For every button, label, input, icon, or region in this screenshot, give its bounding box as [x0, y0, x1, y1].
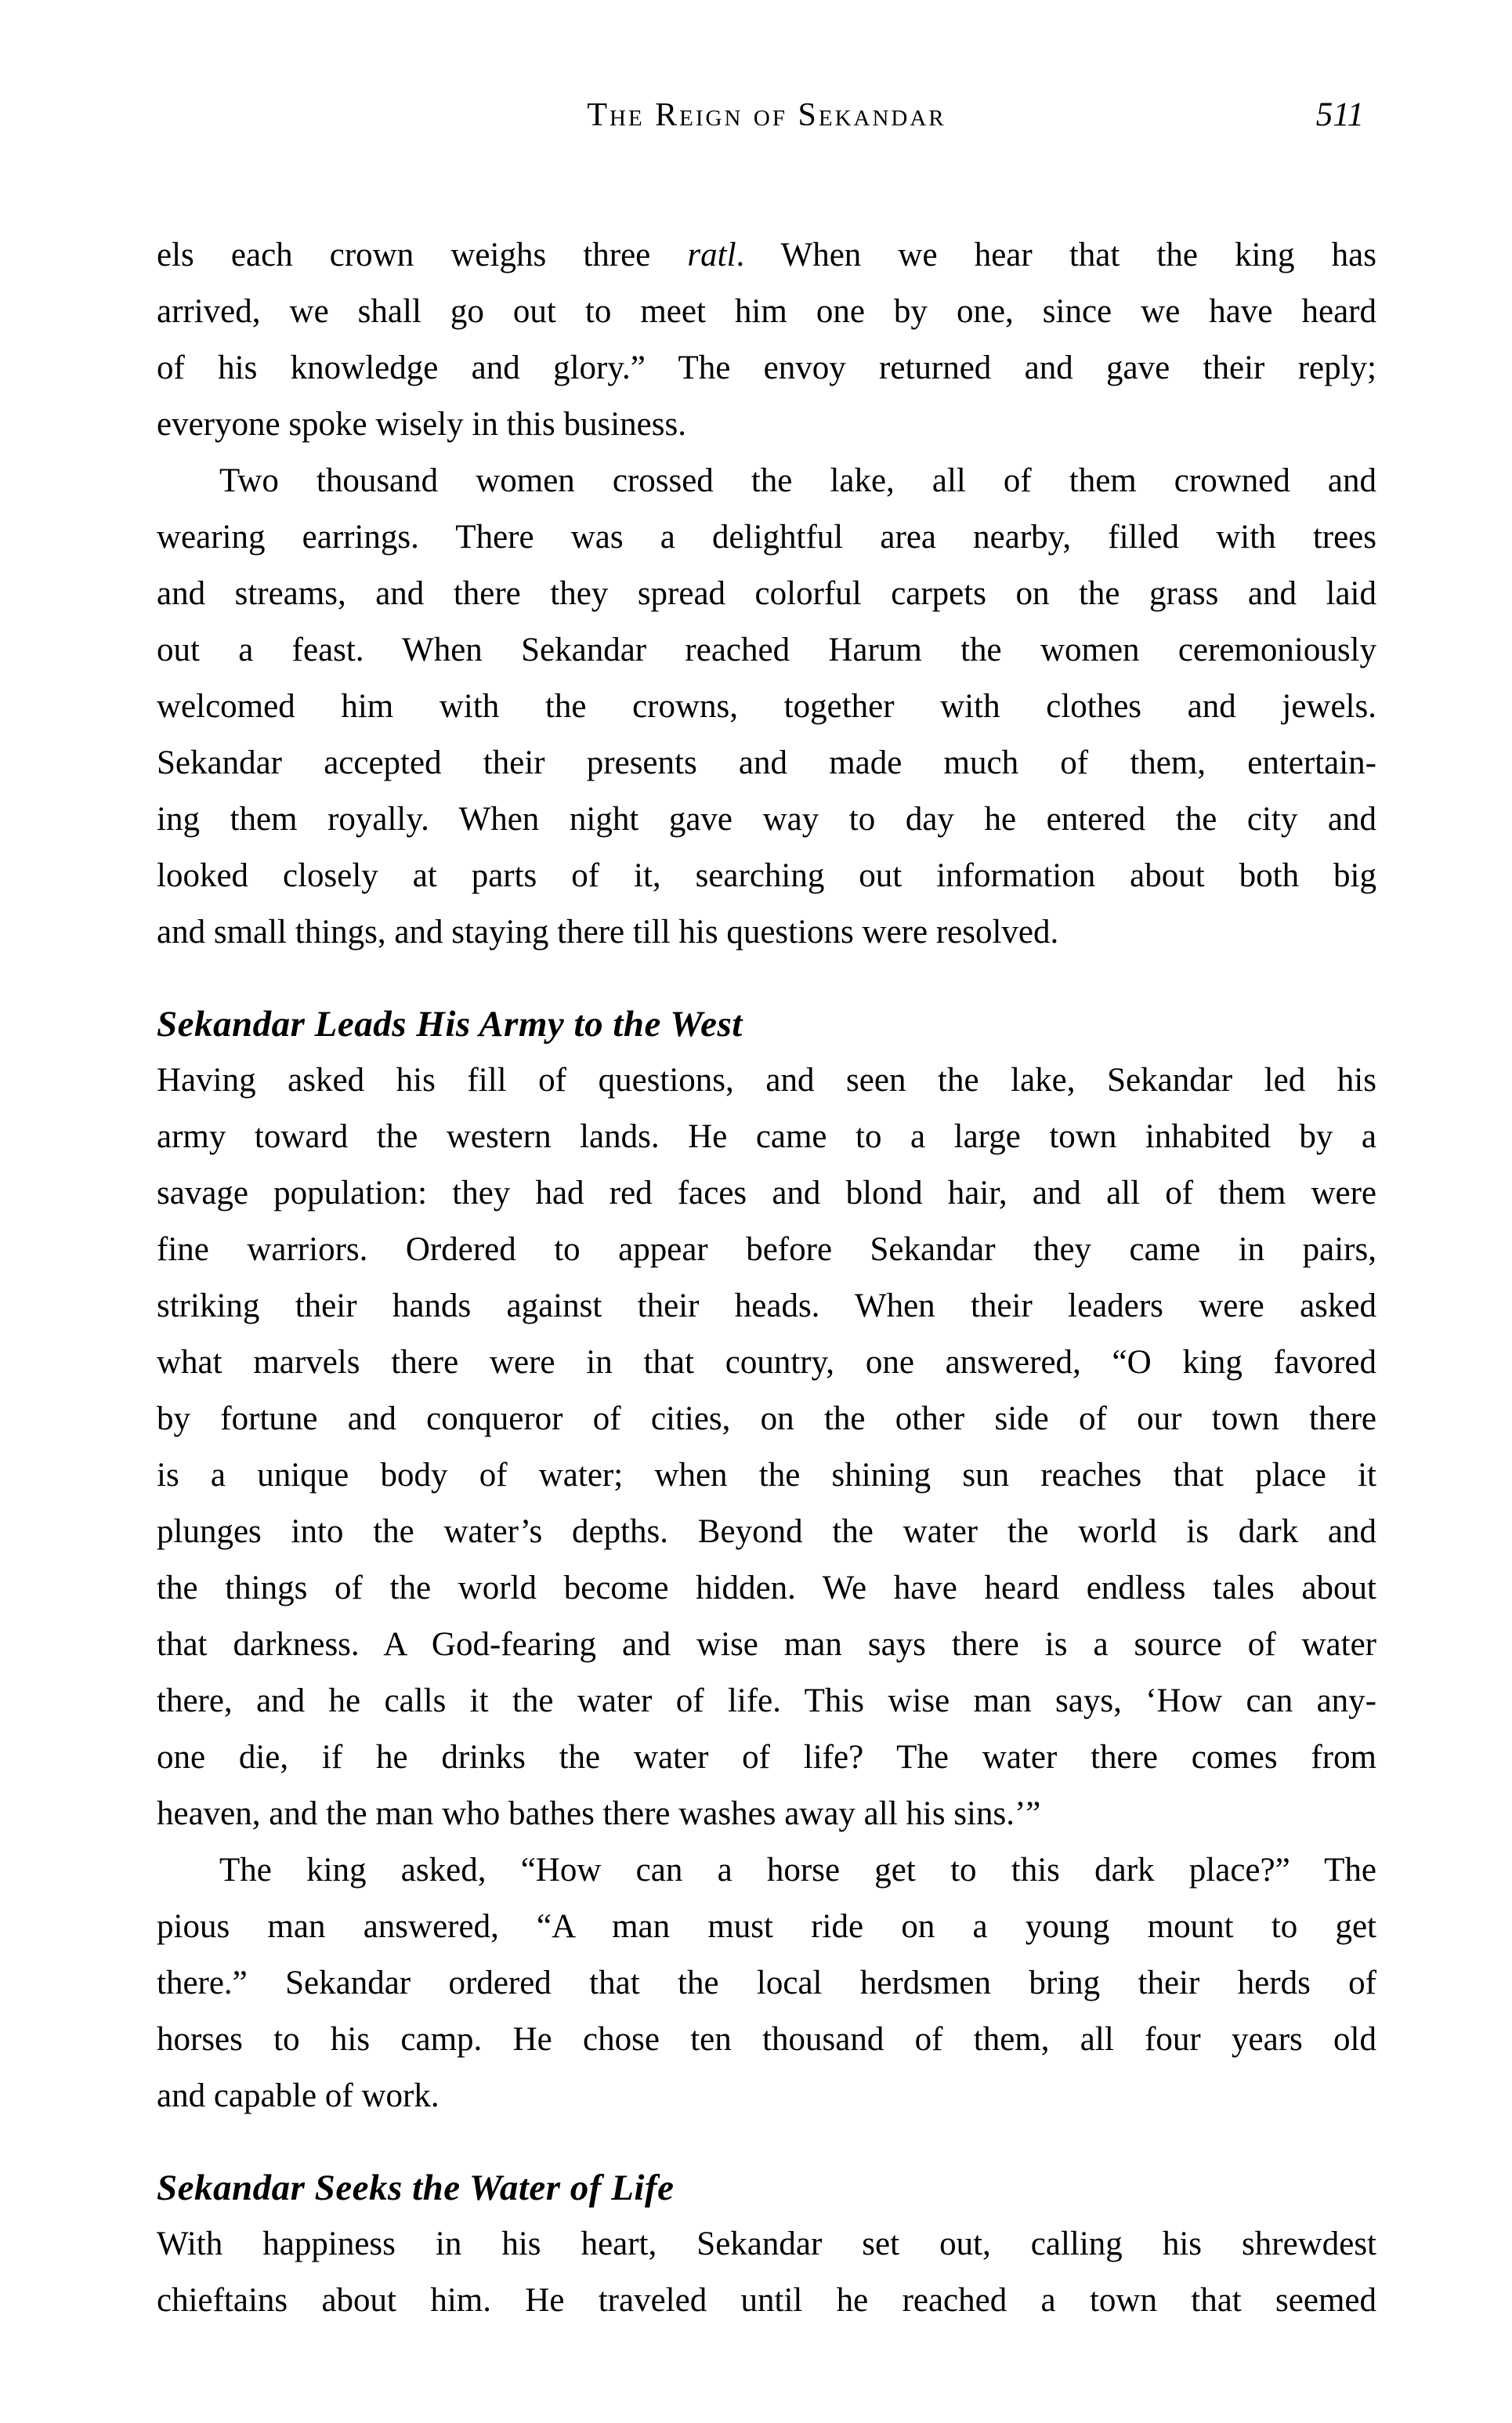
text-line: and capable of work. — [157, 2077, 439, 2114]
text-line: by fortune and conqueror of cities, on the other side of our town there — [157, 1400, 1376, 1437]
text-line: heaven, and the man who bathes there washes away all his sins.’” — [157, 1795, 1041, 1832]
text-line: and small things, and staying there till his questions were resolved. — [157, 914, 1059, 951]
text-line: there.” Sekandar ordered that the local herdsmen bring their herds of — [157, 1965, 1376, 2001]
text-line: With happiness in his heart, Sekandar set out, calling his shrewdest — [157, 2226, 1376, 2262]
section-heading: Sekandar Leads His Army to the West — [157, 1004, 743, 1045]
section-heading: Sekandar Seeks the Water of Life — [157, 2168, 675, 2208]
text-line: out a feast. When Sekandar reached Harum the women ceremoniously — [157, 632, 1376, 668]
text-column — [157, 0, 1376, 2329]
page-number: 511 — [1315, 96, 1364, 133]
text-line: The king asked, “How can a horse get to this dark place?” The — [219, 1852, 1376, 1889]
running-head — [157, 86, 1376, 144]
page-body — [157, 227, 1376, 2329]
text-line: and streams, and there they spread colorful carpets on the grass and laid — [157, 575, 1376, 612]
text-line: chieftains about him. He traveled until he reached a town that seemed — [157, 2282, 1376, 2319]
text-line: horses to his camp. He chose ten thousand of them, all four years old — [157, 2021, 1376, 2058]
text-line: els each crown weighs three ratl. When we hear that the king has — [157, 237, 1376, 273]
text-line: wearing earrings. There was a delightful area nearby, filled with trees — [157, 519, 1376, 556]
text-line: everyone spoke wisely in this business. — [157, 406, 686, 443]
text-line: the things of the world become hidden. We have heard endless tales about — [157, 1570, 1376, 1606]
text-line: plunges into the water’s depths. Beyond the water the world is dark and — [157, 1513, 1376, 1550]
text-line: army toward the western lands. He came to a large town inhabited by a — [157, 1118, 1376, 1155]
paragraph — [157, 227, 1376, 453]
text-line: arrived, we shall go out to meet him one by one, since we have heard — [157, 293, 1376, 330]
text-line: Two thousand women crossed the lake, all of them crowned and — [219, 462, 1376, 499]
text-line: Having asked his fill of questions, and seen the lake, Sekandar led his — [157, 1062, 1376, 1099]
paragraph — [157, 2216, 1376, 2329]
text-line: there, and he calls it the water of life. This wise man says, ‘How can any- — [157, 1682, 1376, 1719]
paragraph — [157, 1842, 1376, 2124]
text-line: what marvels there were in that country, one answered, “O king favored — [157, 1344, 1376, 1381]
text-line: fine warriors. Ordered to appear before Sekandar they came in pairs, — [157, 1231, 1376, 1268]
text-line: ing them royally. When night gave way to day he entered the city and — [157, 801, 1376, 838]
paragraph — [157, 1052, 1376, 1842]
text-line: welcomed him with the crowns, together with clothes and jewels. — [157, 688, 1376, 725]
text-line: of his knowledge and glory.” The envoy returned and gave their reply; — [157, 350, 1376, 386]
text-line: one die, if he drinks the water of life? The water there comes from — [157, 1739, 1376, 1776]
text-line: striking their hands against their heads. When their leaders were asked — [157, 1288, 1376, 1324]
paragraph — [157, 453, 1376, 961]
text-line: looked closely at parts of it, searching out information about both big — [157, 857, 1376, 894]
text-line: that darkness. A God-fearing and wise man says there is a source of water — [157, 1626, 1376, 1663]
text-line: is a unique body of water; when the shining sun reaches that place it — [157, 1457, 1376, 1494]
page-title: The Reign of Sekandar — [587, 97, 946, 133]
text-line: savage population: they had red faces and blond hair, and all of them were — [157, 1175, 1376, 1212]
text-line: Sekandar accepted their presents and made much of them, entertain- — [157, 744, 1376, 781]
text-line: pious man answered, “A man must ride on a young mount to get — [157, 1908, 1376, 1945]
